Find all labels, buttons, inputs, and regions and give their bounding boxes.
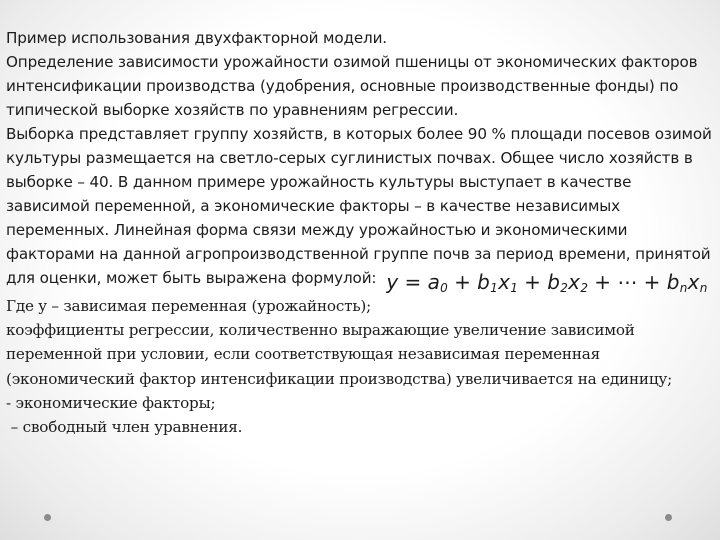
formula-xn-sub: n (699, 281, 708, 295)
formula-bn-sub: n (679, 281, 688, 295)
formula-plus: + (643, 270, 661, 294)
definitions-text (6, 294, 712, 439)
line-factors: - экономические факторы; (6, 393, 216, 412)
formula-x2: x (568, 270, 581, 294)
line-where: Где y – зависимая переменная (урожайность); (6, 297, 372, 315)
formula-xn: x (687, 270, 700, 294)
decorative-dot-left (44, 514, 51, 521)
formula-a-sub: 0 (440, 281, 449, 295)
paragraph-definition: Определение зависимости урожайности озимой пшеницы от экономических факторов интенсификации производства (удобрения, основные производственные фонды) по типической выборке хозяйств по уравнениям регрессии. (6, 53, 698, 119)
formula-x2-sub: 2 (580, 281, 589, 295)
paragraph-sample (6, 122, 712, 294)
line-coefficients: коэффициенты регрессии, количественно выражающие увеличение зависимой переменной при условии, если соответствующая независимая переменная (экономический фактор интенсификации производства) увеличивается на единицу; (6, 321, 673, 388)
formula-plus: + (524, 270, 542, 294)
formula-b1-sub: 1 (490, 281, 499, 295)
formula-bn: b (666, 270, 680, 294)
formula-b2-sub: 2 (560, 281, 569, 295)
slide-body (6, 26, 712, 439)
slide-title: Пример использования двухфакторной модели. (6, 29, 387, 47)
formula-b1: b (477, 270, 491, 294)
formula-ellipsis: ⋯ (617, 270, 638, 294)
formula-b2: b (547, 270, 561, 294)
formula-equals: = (404, 270, 422, 294)
paragraph-sample-text: Выборка представляет группу хозяйств, в которых более 90 % площади посевов озимой культуры размещается на светло-серых суглинистых почвах. Общее число хозяйств в выборке – 40. В данном примере урожайность культуры выступает в качестве зависимой переменной, а экономические факторы – в качестве независимых переменных. Линейная форма связи между урожайностью и экономическими факторами на данной агропроизводственной группе почв за период времени, принятой для оценки, может быть выражена формулой: (6, 125, 712, 287)
formula-x1: x (498, 270, 511, 294)
regression-formula (386, 270, 707, 294)
formula-plus: + (594, 270, 612, 294)
formula-x1-sub: 1 (510, 281, 519, 295)
formula-y: y (386, 270, 399, 294)
formula-a: a (427, 270, 441, 294)
line-free-term: – свободный член уравнения. (6, 418, 243, 437)
intro-text (6, 26, 712, 294)
formula-plus: + (454, 270, 472, 294)
decorative-dot-right (665, 514, 672, 521)
